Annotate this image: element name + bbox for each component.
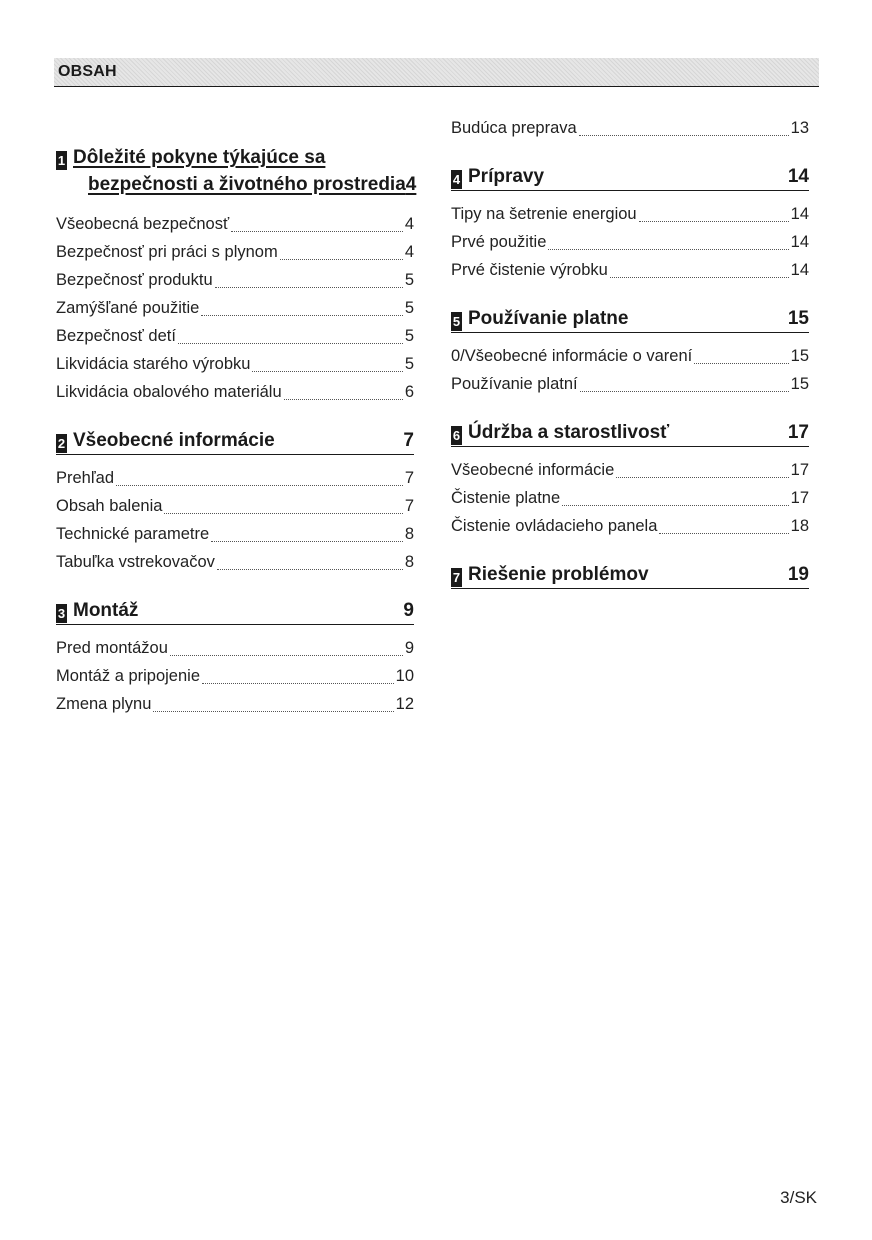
toc-left-column: [56, 144, 417, 718]
section-3-title: Montáž: [73, 600, 139, 621]
contents-header-bar: [54, 58, 819, 87]
section-4-heading[interactable]: [451, 163, 809, 191]
dot-leader: [217, 569, 403, 570]
toc-entry[interactable]: [56, 690, 414, 718]
section-6-heading[interactable]: [451, 419, 809, 447]
dot-leader: [231, 231, 403, 232]
section-1-entries: [56, 210, 414, 406]
toc-entry-label: Obsah balenia: [56, 497, 163, 515]
dot-leader: [178, 343, 403, 344]
dot-leader: [164, 513, 402, 514]
toc-entry-page: 14: [790, 261, 809, 279]
toc-entry[interactable]: [56, 520, 414, 548]
toc-entry-page: 5: [404, 355, 414, 373]
toc-entry-label: Bezpečnosť pri práci s plynom: [56, 243, 278, 261]
dot-leader: [252, 371, 402, 372]
toc-entry-page: 5: [404, 299, 414, 317]
toc-entry-label: Montáž a pripojenie: [56, 667, 201, 685]
dot-leader: [580, 391, 789, 392]
dot-leader: [562, 505, 788, 506]
toc-entry-page: 4: [404, 215, 414, 233]
toc-entry[interactable]: [56, 322, 414, 350]
section-2-page: 7: [403, 430, 414, 451]
toc-entry-label: Zmena plynu: [56, 695, 152, 713]
section-number-badge: 4: [452, 172, 461, 187]
dot-leader: [202, 683, 394, 684]
toc-entry-page: 6: [404, 383, 414, 401]
dot-leader: [170, 655, 403, 656]
toc-entry-page: 17: [790, 489, 809, 507]
toc-entry[interactable]: [56, 492, 414, 520]
toc-entry-page: 14: [790, 205, 809, 223]
toc-entry-page: 14: [790, 233, 809, 251]
section-3-heading[interactable]: [56, 597, 414, 625]
dot-leader: [616, 477, 788, 478]
dot-leader: [659, 533, 788, 534]
dot-leader: [610, 277, 789, 278]
toc-entry-page: 9: [404, 639, 414, 657]
toc-entry-label: Likvidácia starého výrobku: [56, 355, 251, 373]
toc-entry-label: Pred montážou: [56, 639, 168, 657]
toc-entry-label: Zamýšľané použitie: [56, 299, 200, 317]
toc-entry-page: 4: [404, 243, 414, 261]
toc-entry-label: Prehľad: [56, 469, 115, 487]
section-4-page: 14: [787, 166, 809, 187]
toc-entry-page: 7: [404, 469, 414, 487]
section-5-entries: [451, 342, 809, 398]
toc-entry[interactable]: [56, 548, 414, 576]
toc-entry-label: Bezpečnosť detí: [56, 327, 176, 345]
toc-entry[interactable]: [56, 238, 414, 266]
toc-entry-page: 18: [790, 517, 809, 535]
section-3-entries: [56, 634, 414, 718]
section-4-title: Prípravy: [468, 166, 545, 187]
section-number-badge: 6: [452, 428, 461, 443]
toc-entry[interactable]: [451, 484, 809, 512]
toc-entry-page: 15: [790, 375, 809, 393]
section-number-badge: 2: [57, 436, 66, 451]
toc-entry-label: Prvé použitie: [451, 233, 547, 251]
toc-entry[interactable]: [56, 350, 414, 378]
dot-leader: [694, 363, 788, 364]
section-6-title: Údržba a starostlivosť: [468, 422, 670, 443]
toc-entry[interactable]: [451, 256, 809, 284]
toc-entry-label: Čistenie platne: [451, 489, 561, 507]
section-1-title-line1: Dôležité pokyne týkajúce sa: [73, 147, 326, 168]
toc-right-column: [451, 114, 809, 589]
toc-entry-label: Budúca preprava: [451, 119, 577, 137]
toc-entry-page: 5: [404, 327, 414, 345]
section-2-title: Všeobecné informácie: [73, 430, 275, 451]
section-2-heading[interactable]: [56, 427, 414, 455]
dot-leader: [284, 399, 403, 400]
dot-leader: [280, 259, 403, 260]
section-number-badge: 5: [452, 314, 461, 329]
section-7-title: Riešenie problémov: [468, 564, 649, 585]
toc-entry[interactable]: [451, 114, 809, 142]
toc-entry-label: Technické parametre: [56, 525, 210, 543]
toc-entry[interactable]: [56, 294, 414, 322]
toc-entry-label: Prvé čistenie výrobku: [451, 261, 608, 279]
toc-entry-label: Všeobecné informácie: [451, 461, 615, 479]
dot-leader: [153, 711, 393, 712]
toc-entry-label: 0/Všeobecné informácie o varení: [451, 347, 693, 365]
dot-leader: [215, 287, 403, 288]
section-number-badge: 3: [57, 606, 66, 621]
toc-entry[interactable]: [451, 370, 809, 398]
toc-entry[interactable]: [56, 378, 414, 406]
toc-entry-page: 5: [404, 271, 414, 289]
toc-entry[interactable]: [451, 342, 809, 370]
section-7-page: 19: [787, 564, 809, 585]
section-number-badge: 1: [57, 153, 66, 168]
toc-entry-page: 12: [395, 695, 414, 713]
section-4-entries: [451, 200, 809, 284]
section-6-entries: [451, 456, 809, 540]
dot-leader: [211, 541, 403, 542]
toc-entry[interactable]: [56, 662, 414, 690]
toc-entry-label: Tipy na šetrenie energiou: [451, 205, 637, 223]
toc-entry[interactable]: [451, 200, 809, 228]
toc-entry[interactable]: [451, 228, 809, 256]
dot-leader: [579, 135, 789, 136]
dot-leader: [201, 315, 403, 316]
toc-entry-page: 8: [404, 553, 414, 571]
section-2-entries: [56, 464, 414, 576]
toc-entry-label: Čistenie ovládacieho panela: [451, 517, 658, 535]
dot-leader: [116, 485, 403, 486]
toc-entry-page: 17: [790, 461, 809, 479]
dot-leader: [639, 221, 789, 222]
toc-entry-label: Používanie platní: [451, 375, 578, 393]
toc-entry-label: Bezpečnosť produktu: [56, 271, 213, 289]
section-5-page: 15: [787, 308, 809, 329]
toc-entry[interactable]: [451, 456, 809, 484]
section-number-badge: 7: [452, 570, 461, 585]
section-1-title-line2: bezpečnosti a životného prostredia: [88, 174, 406, 195]
toc-entry[interactable]: [451, 512, 809, 540]
toc-entry-page: 13: [790, 119, 809, 137]
section-7-heading[interactable]: [451, 561, 809, 589]
toc-entry-label: Všeobecná bezpečnosť: [56, 215, 230, 233]
section-1-page: 4: [405, 174, 417, 195]
toc-entry[interactable]: [56, 266, 414, 294]
contents-title: OBSAH: [58, 63, 117, 80]
toc-entry-page: 8: [404, 525, 414, 543]
toc-entry-page: 15: [790, 347, 809, 365]
toc-entry-label: Likvidácia obalového materiálu: [56, 383, 282, 401]
toc-entry[interactable]: [56, 464, 414, 492]
toc-entry-page: 10: [395, 667, 414, 685]
section-5-title: Používanie platne: [468, 308, 629, 329]
section-1-heading[interactable]: [56, 144, 417, 198]
section-3-carryover-entries: [451, 114, 809, 142]
section-6-page: 17: [787, 422, 809, 443]
dot-leader: [548, 249, 788, 250]
section-5-heading[interactable]: [451, 305, 809, 333]
toc-entry[interactable]: [56, 634, 414, 662]
page-number: 3/SK: [780, 1188, 817, 1207]
toc-entry-label: Tabuľka vstrekovačov: [56, 553, 215, 571]
toc-entry-page: 7: [404, 497, 414, 515]
toc-entry[interactable]: [56, 210, 414, 238]
section-3-page: 9: [403, 600, 414, 621]
